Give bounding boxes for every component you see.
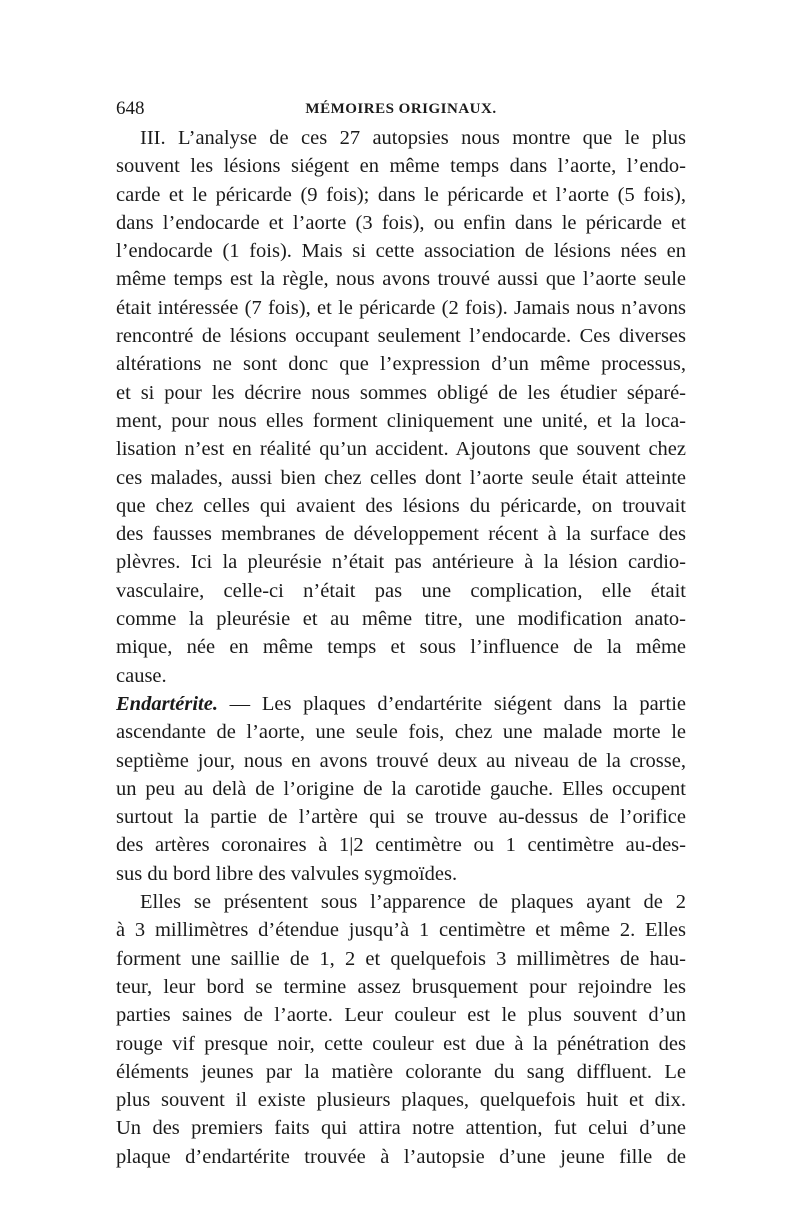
text-line: rouge vif presque noir, cette couleur est due à la pénétration des: [116, 1032, 686, 1055]
text-line: plèvres. Ici la pleurésie n’était pas antérieure à la lésion cardio-: [116, 551, 686, 574]
text-line: l’endocarde (1 fois). Mais si cette association de lésions nées en: [116, 240, 686, 263]
running-title: MÉMOIRES ORIGINAUX.: [305, 101, 497, 117]
text-line: sus du bord libre des valvules sygmoïdes.: [116, 862, 458, 885]
text-line: plaque d’endartérite trouvée à l’autopsie d’une jeune fille de: [116, 1145, 686, 1168]
paragraph-endarterite: [116, 690, 686, 888]
text-line: que chez celles qui avaient des lésions du péricarde, on trouvait: [116, 494, 686, 517]
text-line: III. L’analyse de ces 27 autopsies nous montre que le plus: [140, 127, 686, 149]
text-line: carde et le péricarde (9 fois); dans le péricarde et l’aorte (5 fois),: [116, 183, 686, 206]
text-line: lisation n’est en réalité qu’un accident. Ajoutons que souvent chez: [116, 438, 686, 461]
text-line: Elles se présentent sous l’apparence de plaques ayant de 2: [140, 891, 686, 914]
text-line: parties saines de l’aorte. Leur couleur est le plus souvent d’un: [116, 1004, 686, 1027]
text-line: souvent les lésions siégent en même temps dans l’aorte, l’endo-: [116, 155, 686, 178]
text-line-rest: — Les plaques d’endartérite siégent dans la partie: [217, 692, 686, 715]
text-line: et si pour les décrire nous sommes obligé de les étudier séparé-: [116, 381, 686, 404]
text-line: Un des premiers faits qui attira notre attention, fut celui d’une: [116, 1117, 686, 1140]
text-line: ces malades, aussi bien chez celles dont l’aorte seule était atteinte: [116, 466, 686, 489]
text-line: des fausses membranes de développement récent à la surface des: [116, 523, 686, 546]
text-line: éléments jeunes par la matière colorante du sang diffluent. Le: [116, 1060, 686, 1083]
text-line-with-heading: [116, 690, 686, 718]
paragraph-analysis: [116, 124, 686, 690]
text-line: vasculaire, celle-ci n’était pas une complication, elle était: [116, 579, 686, 602]
text-line: ascendante de l’aorte, une seule fois, chez une malade morte le: [116, 721, 686, 744]
text-line: à 3 millimètres d’étendue jusqu’à 1 centimètre et même 2. Elles: [116, 919, 686, 942]
text-line: forment une saillie de 1, 2 et quelquefois 3 millimètres de hau-: [116, 947, 686, 970]
text-line: un peu au delà de l’origine de la carotide gauche. Elles occupent: [116, 777, 686, 800]
text-line: mique, née en même temps et sous l’influence de la même: [116, 636, 686, 659]
text-line: des artères coronaires à 1|2 centimètre ou 1 centimètre au-des-: [116, 834, 686, 857]
page-number: 648: [116, 98, 145, 119]
text-line: était intéressée (7 fois), et le péricarde (2 fois). Jamais nous n’avons: [116, 296, 686, 319]
text-line: teur, leur bord se termine assez brusquement pour rejoindre les: [116, 975, 686, 998]
text-line: surtout la partie de l’artère qui se trouve au-dessus de l’orifice: [116, 806, 686, 829]
text-line: dans l’endocarde et l’aorte (3 fois), ou enfin dans le péricarde et: [116, 211, 686, 234]
running-header: [116, 96, 686, 122]
section-heading: Endartérite.: [116, 692, 218, 715]
text-line: altérations ne sont donc que l’expression d’un même processus,: [116, 353, 686, 376]
text-line: ment, pour nous elles forment cliniquement une unité, et la loca-: [116, 409, 686, 432]
paragraph-plaques: [116, 888, 686, 1171]
text-line: septième jour, nous en avons trouvé deux au niveau de la crosse,: [116, 749, 686, 772]
book-page: [116, 96, 686, 1171]
text-line: comme la pleurésie et au même titre, une modification anato-: [116, 608, 686, 631]
text-line: plus souvent il existe plusieurs plaques, quelquefois huit et dix.: [116, 1089, 686, 1112]
text-line: cause.: [116, 664, 167, 687]
text-line: rencontré de lésions occupant seulement l’endocarde. Ces diverses: [116, 325, 686, 348]
text-line: même temps est la règle, nous avons trouvé aussi que l’aorte seule: [116, 268, 686, 291]
